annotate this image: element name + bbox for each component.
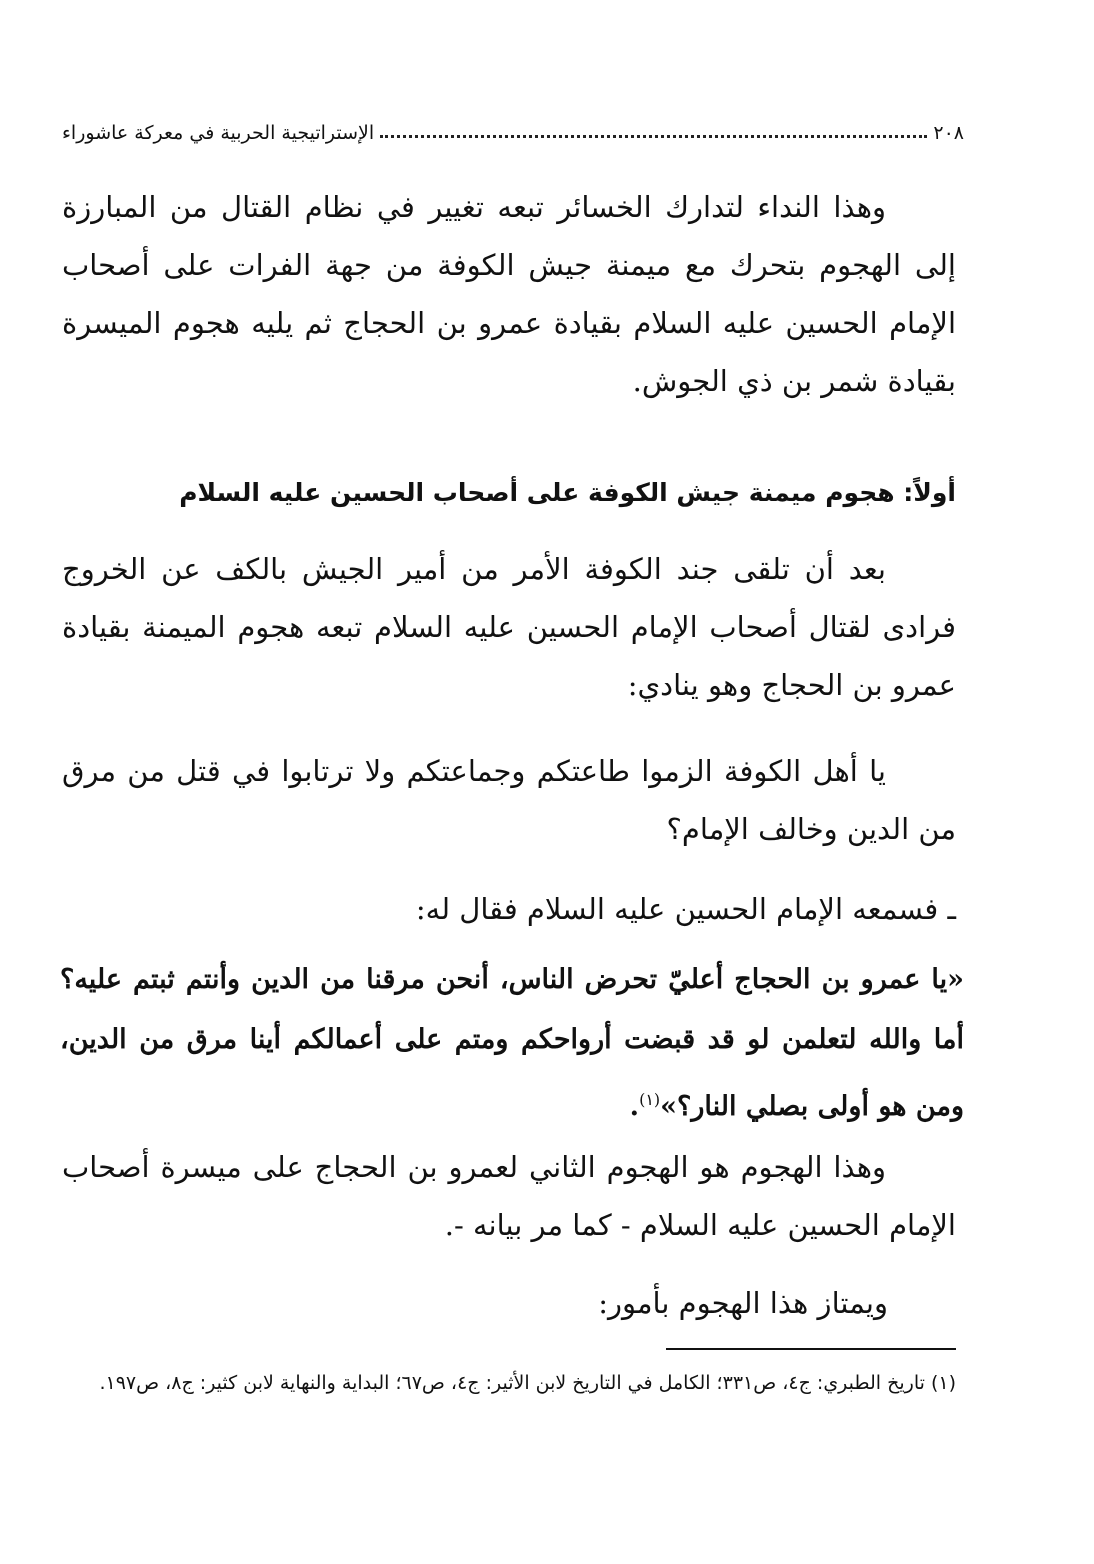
paragraph-features: ويمتاز هذا الهجوم بأمور: [598, 1286, 888, 1320]
header-title: الإستراتيجية الحربية في معركة عاشوراء [62, 122, 375, 144]
page-number: ٢٠٨ [933, 122, 964, 144]
paragraph-reply-intro: ـ فسمعه الإمام الحسين عليه السلام فقال له: [415, 892, 956, 926]
paragraph-call: يا أهل الكوفة الزموا طاعتكم وجماعتكم ولا ترتابوا في قتل من مرق من الدين وخالف الإمام؟ [62, 754, 956, 846]
paragraph-intro: وهذا النداء لتدارك الخسائر تبعه تغيير في نظام القتال من المبارزة إلى الهجوم بتحرك مع ميمنة جيش الكوفة من جهة الفرات على أصحاب الإمام الحسين عليه السلام بقيادة عمرو بن الحجاج ثم يليه هجوم الميسرة بقيادة شمر بن ذي الجوش. [62, 190, 956, 398]
section-heading: أولاً: هجوم ميمنة جيش الكوفة على أصحاب الحسين عليه السلام [179, 478, 956, 507]
quote-text: «يا عمرو بن الحجاج أعليّ تحرض الناس، أنحن مرقنا من الدين وأنتم ثبتم عليه؟ أما والله لتعلمن لو قد قبضت أرواحكم ومتم على أعمالكم أينا مرق من الدين، ومن هو أولى بصلي النار؟» [60, 964, 964, 1122]
footnote-reference: (١) [639, 1090, 661, 1109]
quote-block [60, 950, 964, 1137]
quote-period: . [629, 1091, 640, 1122]
paragraph-orders: بعد أن تلقى جند الكوفة الأمر من أمير الجيش بالكف عن الخروج فرادى لقتال أصحاب الإمام الحسين عليه السلام تبعه هجوم الميمنة بقيادة عمرو بن الحجاج وهو ينادي: [62, 552, 956, 702]
running-header [62, 114, 964, 144]
footnote: (١) تاريخ الطبري: ج٤، ص٣٣١؛ الكامل في التاريخ لابن الأثير: ج٤، ص٦٧؛ البداية والنهاية لابن كثير: ج٨، ص١٩٧. [99, 1372, 956, 1394]
header-leader-dots [380, 134, 927, 138]
paragraph-second-attack: وهذا الهجوم هو الهجوم الثاني لعمرو بن الحجاج على ميسرة أصحاب الإمام الحسين عليه السلام - كما مر بيانه -. [62, 1150, 956, 1242]
footnote-divider [666, 1348, 956, 1350]
